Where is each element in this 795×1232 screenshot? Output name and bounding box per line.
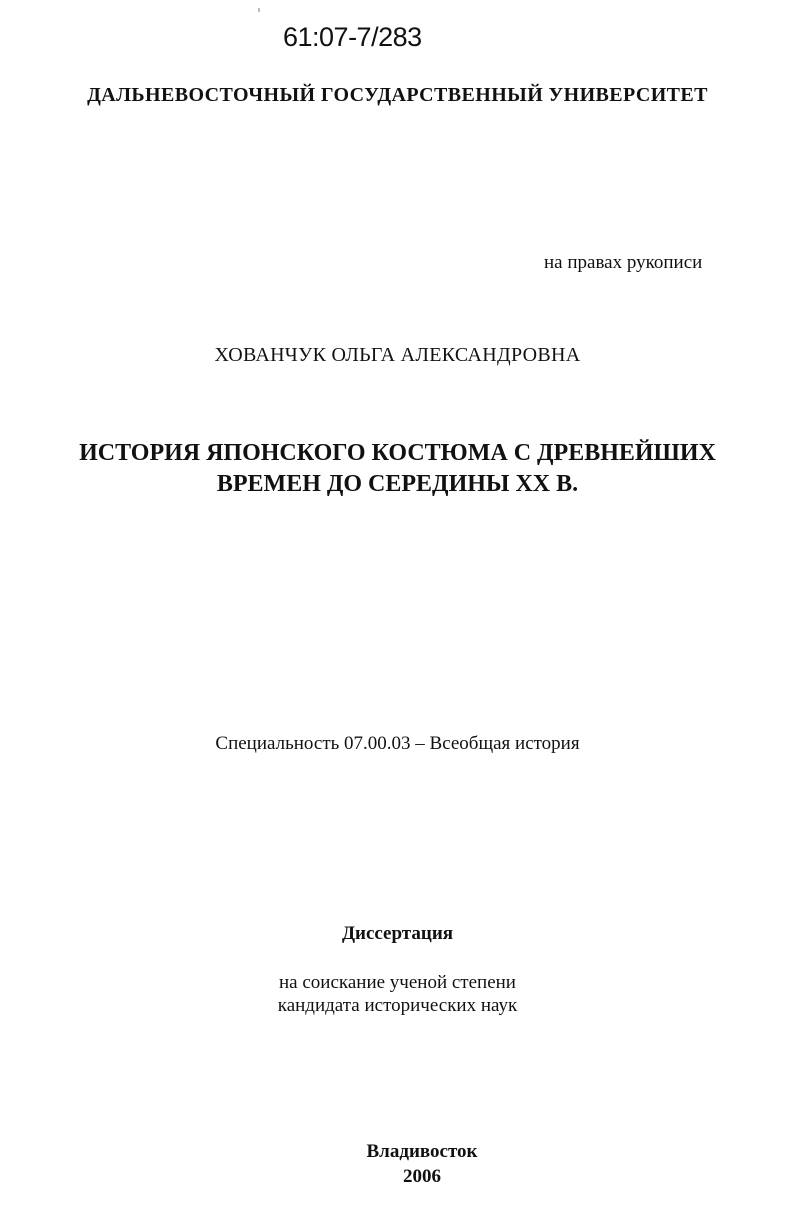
- title-line-1: ИСТОРИЯ ЯПОНСКОГО КОСТЮМА С ДРЕВНЕЙШИХ: [79, 440, 716, 466]
- author-name: ХОВАНЧУК ОЛЬГА АЛЕКСАНДРОВНА: [214, 344, 581, 366]
- degree-line-1: на соискание ученой степени: [279, 972, 516, 993]
- document-type: Диссертация: [341, 923, 454, 944]
- degree-line-2: кандидата исторических наук: [277, 995, 518, 1016]
- scan-speck: [258, 8, 260, 12]
- catalog-number: 61:07-7/283: [283, 22, 422, 52]
- rights-note: на правах рукописи: [544, 252, 703, 273]
- specialty: Специальность 07.00.03 – Всеобщая история: [215, 733, 580, 754]
- city: Владивосток: [366, 1141, 478, 1162]
- year: 2006: [403, 1166, 441, 1187]
- title-line-2: ВРЕМЕН ДО СЕРЕДИНЫ XX В.: [216, 471, 579, 497]
- dissertation-title: [0, 438, 795, 500]
- city-year: [0, 1139, 795, 1189]
- degree-statement: [0, 971, 795, 1017]
- university-name: ДАЛЬНЕВОСТОЧНЫЙ ГОСУДАРСТВЕННЫЙ УНИВЕРСИТЕТ: [87, 84, 708, 106]
